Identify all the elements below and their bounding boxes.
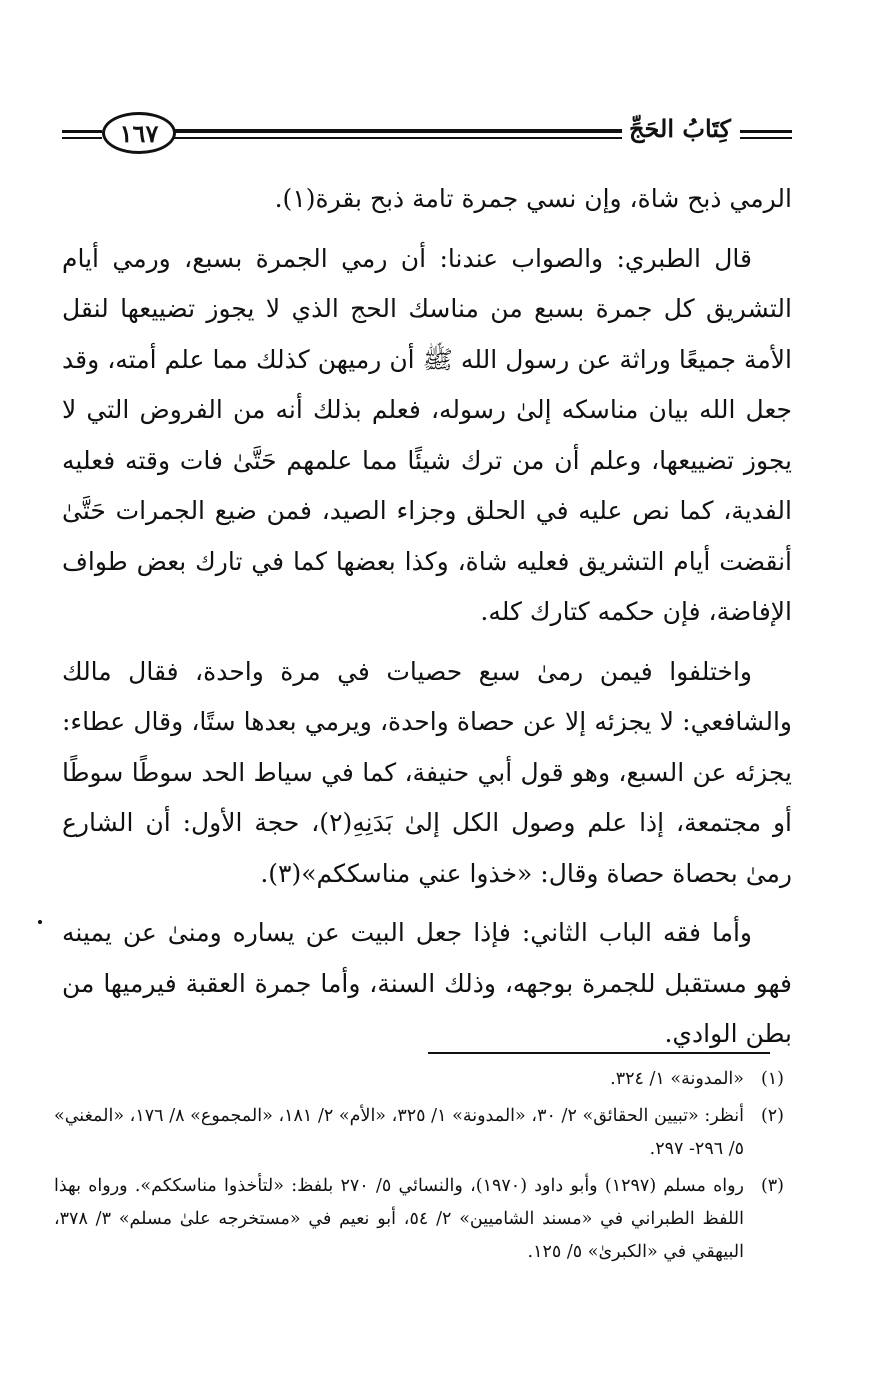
margin-dot — [38, 920, 42, 924]
footnote-text: رواه مسلم (١٢٩٧) وأبو داود (١٩٧٠)، والنسائي ٥/ ٢٧٠ بلفظ: «لتأخذوا مناسككم». ورواه بهذا اللفظ الطبراني في «مسند الشاميين» ٢/ ٥٤، أبو نعيم في «مستخرجه علىٰ مسلم» ٣/ ٣٧٨، البيهقي في «الكبرىٰ» ٥/ ١٢٥. — [54, 1176, 745, 1262]
header-rule-right — [740, 130, 792, 133]
footnote-text: «المدونة» ١/ ٣٢٤. — [610, 1069, 744, 1089]
running-header — [62, 108, 802, 168]
paragraph: قال الطبري: والصواب عندنا: أن رمي الجمرة بسبع، ورمي أيام التشريق كل جمرة بسبع من مناسك الحج الذي لا يجوز تضييعها لنقل الأمة جميعًا وراثة عن رسول الله ﷺ أن رميهن كذلك مما علم أمته، وقد جعل الله بيان مناسكه إلىٰ رسوله، فعلم بذلك أنه من الفروض التي لا يجوز تضييعها، وعلم أن من ترك شيئًا مما علمهم حَتَّىٰ فات وقته فعليه الفدية، كما نص عليه في الحلق وجزاء الصيد، فمن ضيع الجمرات حَتَّىٰ أنقضت أيام التشريق فعليه شاة، وكذا بعضها كما في تارك بعض طواف الإفاضة، فإن حكمه كتارك كله. — [62, 243, 792, 626]
header-rule-thin — [174, 137, 622, 139]
header-rule-thick — [174, 129, 622, 133]
paragraph: واختلفوا فيمن رمىٰ سبع حصيات في مرة واحدة، فقال مالك والشافعي: لا يجزئه إلا عن حصاة واحدة، ويرمي بعدها ستًا، وقال عطاء: يجزئه عن السبع، وهو قول أبي حنيفة، كما في سياط الحد سوطًا سوطًا أو مجتمعة، إذا علم وصول الكل إلىٰ بَدَنِهِ(٢)، حجة الأول: أن الشارع رمىٰ بحصاة حصاة وقال: «خذوا عني مناسككم»(٣). — [62, 656, 793, 888]
footnotes — [54, 1063, 784, 1273]
main-text — [62, 174, 792, 1069]
footnote-number: (١) — [760, 1069, 784, 1089]
header-rule-left-thin — [62, 137, 102, 139]
footnote-separator — [428, 1052, 770, 1054]
book-title: كِتَابُ الحَجِّ — [629, 114, 731, 143]
footnote-number: (٣) — [760, 1176, 784, 1196]
footnote — [54, 1063, 784, 1096]
footnote-text: أنظر: «تبيين الحقائق» ٢/ ٣٠، «المدونة» ١/ ٣٢٥، «الأم» ٢/ ١٨١، «المجموع» ٨/ ١٧٦، «المغني» ٥/ ٢٩٦- ٢٩٧. — [54, 1106, 745, 1159]
header-rule-left — [62, 130, 102, 133]
footnote-number: (٢) — [760, 1106, 784, 1126]
page-number: ١٦٧ — [102, 112, 176, 154]
footnote — [54, 1100, 784, 1166]
footnote — [54, 1170, 784, 1269]
paragraph: وأما فقه الباب الثاني: فإذا جعل البيت عن يساره ومنىٰ عن يمينه فهو مستقبل للجمرة بوجهه، وذلك السنة، وأما جمرة العقبة فيرميها من بطن الوادي. — [62, 918, 792, 1048]
paragraph: الرمي ذبح شاة، وإن نسي جمرة تامة ذبح بقرة(١). — [274, 184, 792, 213]
header-rule-right-thin — [740, 137, 792, 139]
